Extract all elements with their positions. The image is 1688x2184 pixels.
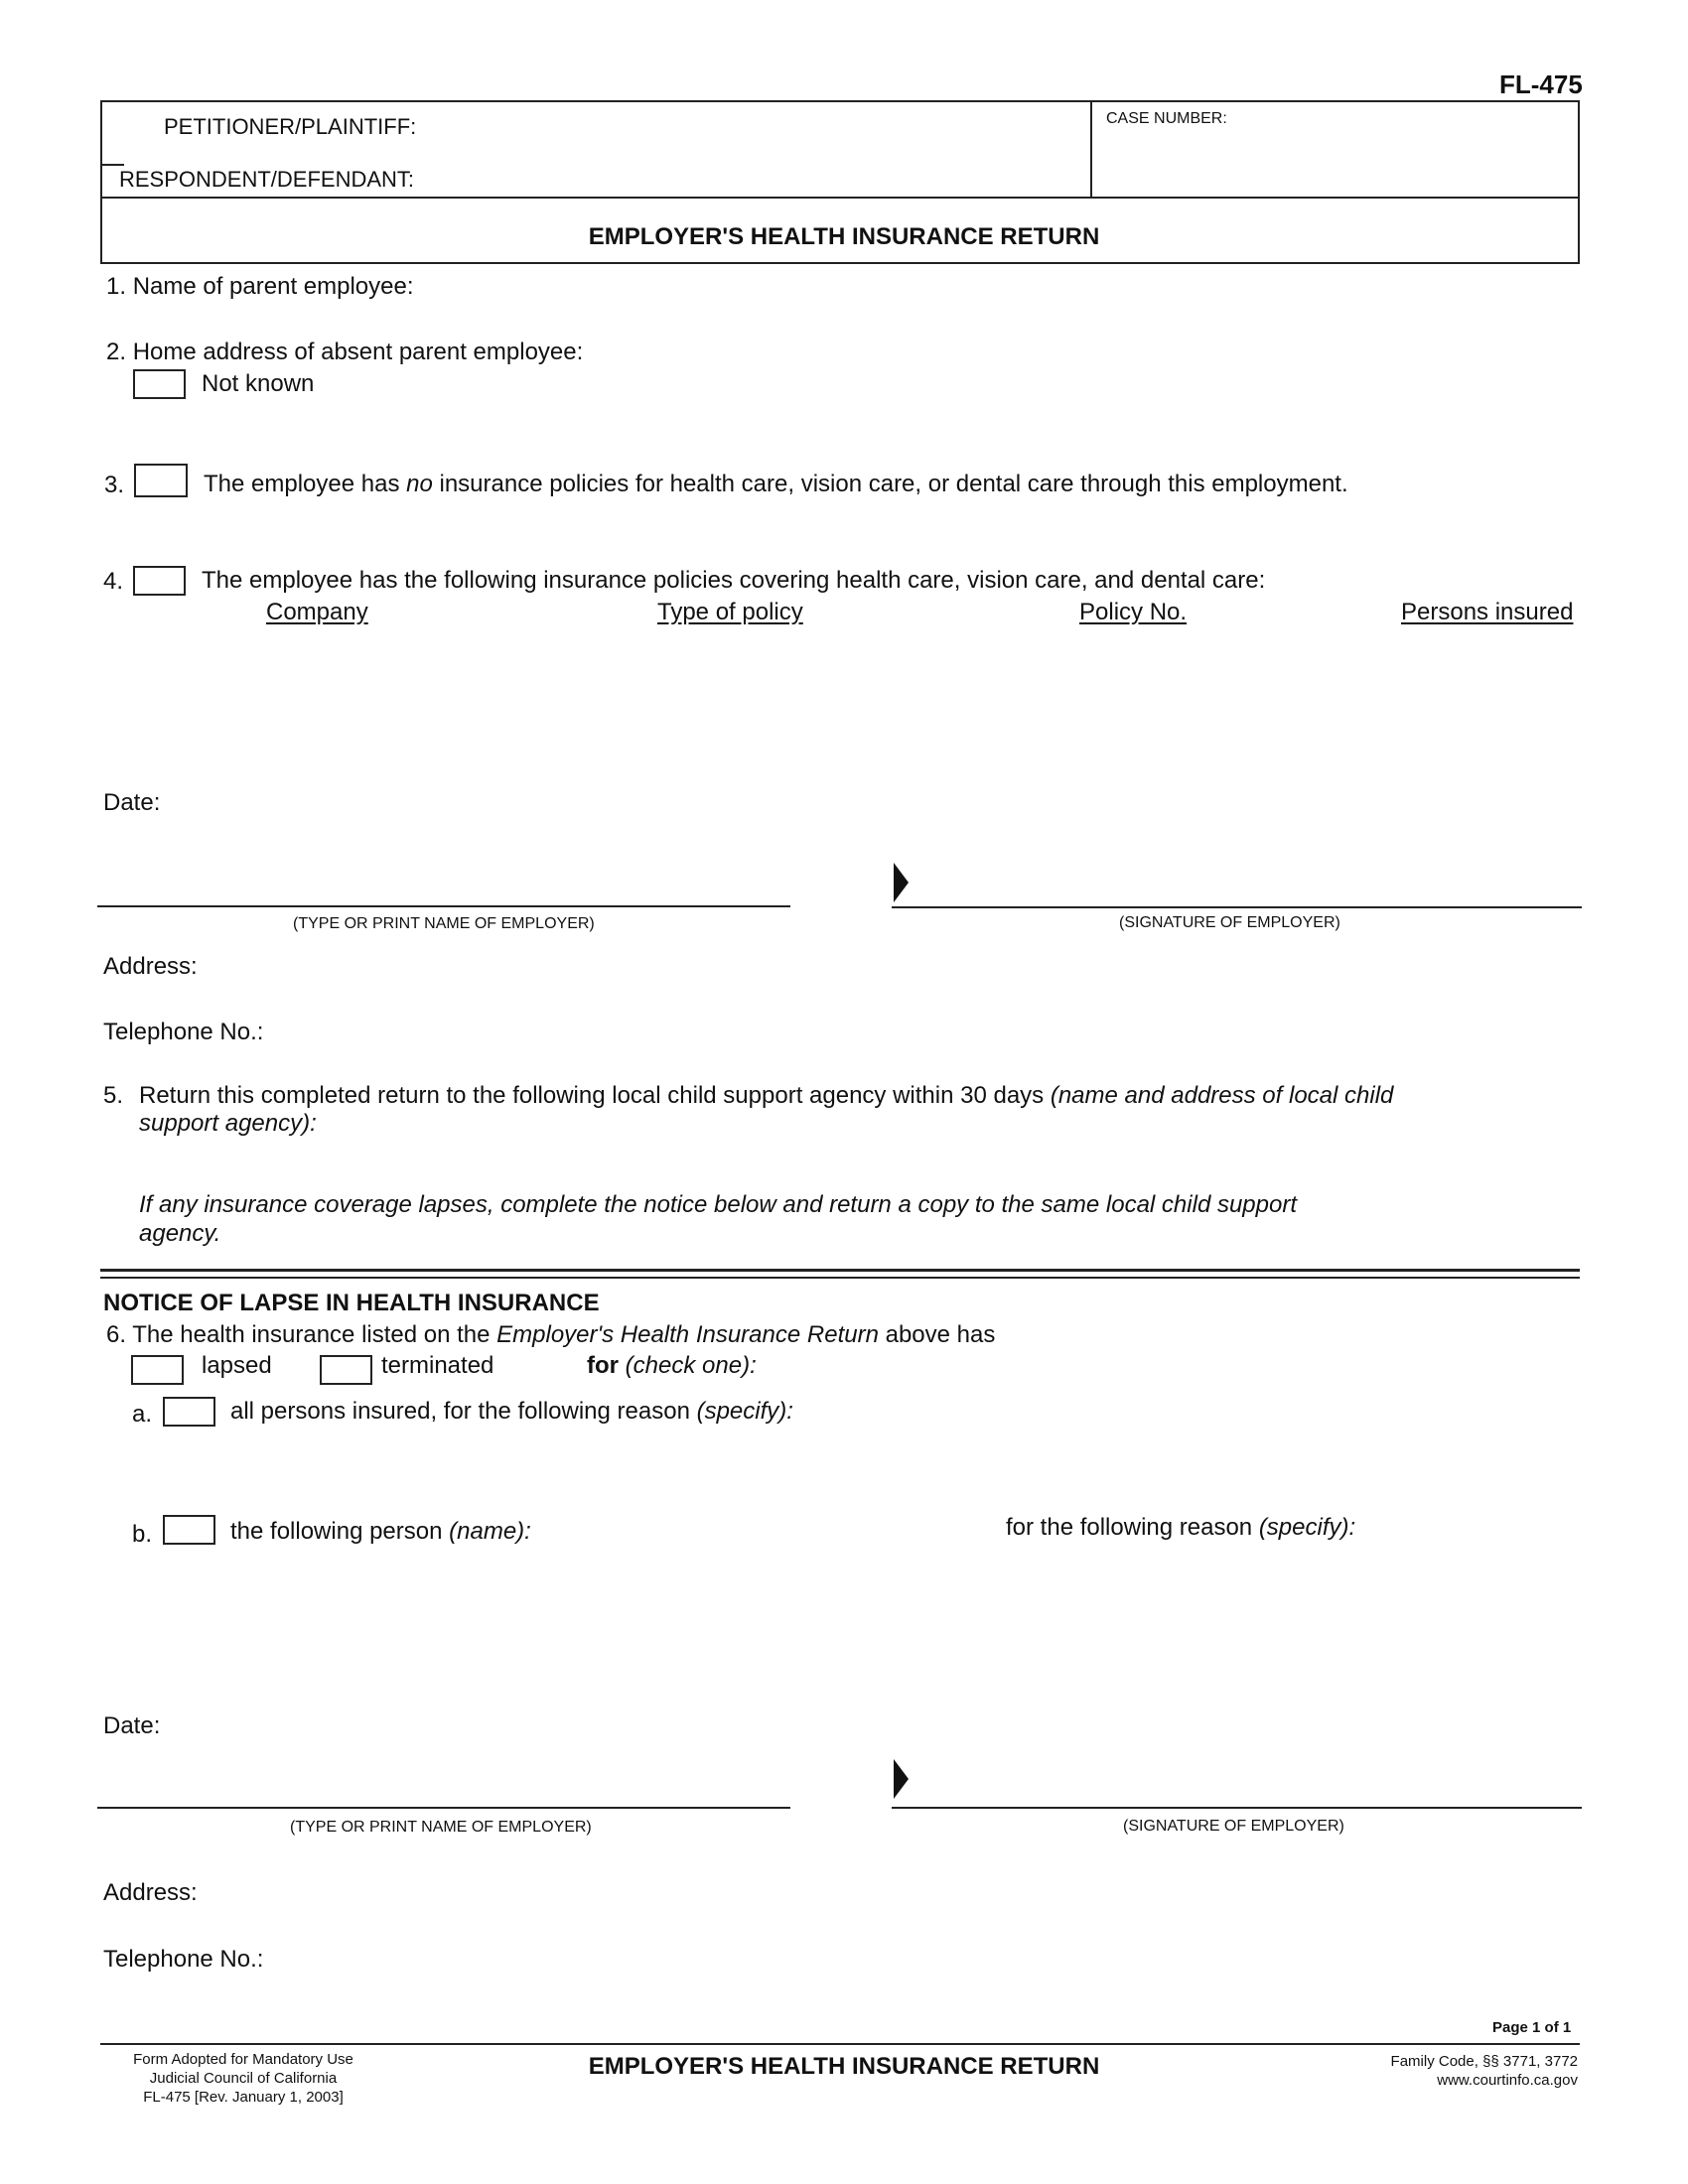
item6b-reason: for the following reason (specify):	[1006, 1514, 1356, 1541]
column-persons-insured: Persons insured	[1401, 599, 1574, 625]
item4-label: The employee has the following insurance policies covering health care, vision care, and dental care:	[202, 567, 1266, 594]
item6a-text: all persons insured, for the following reason (specify):	[230, 1398, 793, 1425]
terminated-checkbox[interactable]	[320, 1355, 372, 1385]
caption-divider	[1090, 100, 1092, 198]
item6b-label: b.	[132, 1521, 153, 1548]
lapsed-checkbox[interactable]	[131, 1355, 184, 1385]
double-rule-bottom	[100, 1277, 1580, 1279]
item5-text-cont: support agency):	[139, 1110, 317, 1137]
caption-separator	[100, 197, 1580, 199]
adopted-line-3: FL-475 [Rev. January 1, 2003]	[143, 2089, 344, 2106]
form-title: EMPLOYER'S HEALTH INSURANCE RETURN	[588, 223, 1100, 250]
lapse-note-2: agency.	[139, 1220, 221, 1247]
item4-num: 4.	[103, 568, 124, 595]
no-insurance-checkbox[interactable]	[134, 464, 188, 497]
address-label-2: Address:	[103, 1879, 198, 1906]
column-company: Company	[266, 599, 368, 625]
item3-text: The employee has no insurance policies for health care, vision care, or dental care through this employment.	[204, 471, 1348, 497]
check-one: for (check one):	[587, 1352, 757, 1379]
employer-name-line-2[interactable]	[97, 1807, 790, 1809]
item6a-label: a.	[132, 1401, 153, 1428]
adopted-line-1: Form Adopted for Mandatory Use	[133, 2051, 353, 2068]
following-person-checkbox[interactable]	[163, 1515, 215, 1545]
item6: 6. The health insurance listed on the Employer's Health Insurance Return above has	[106, 1321, 996, 1348]
adopted-line-2: Judicial Council of California	[149, 2070, 338, 2087]
column-policy-no: Policy No.	[1079, 599, 1188, 625]
all-persons-checkbox[interactable]	[163, 1397, 215, 1427]
not-known-label: Not known	[202, 370, 315, 397]
respondent-label: RESPONDENT/DEFENDANT:	[119, 167, 415, 192]
signature-caption-2: (SIGNATURE OF EMPLOYER)	[1123, 1818, 1344, 1835]
has-insurance-checkbox[interactable]	[133, 566, 186, 596]
family-code: Family Code, §§ 3771, 3772	[1390, 2053, 1578, 2070]
notice-heading: NOTICE OF LAPSE IN HEALTH INSURANCE	[103, 1290, 600, 1316]
double-rule-top	[100, 1269, 1580, 1272]
page-number: Page 1 of 1	[1492, 2019, 1572, 2036]
employer-signature-line-2[interactable]	[892, 1807, 1582, 1809]
terminated-label: terminated	[381, 1352, 494, 1379]
item3-num: 3.	[104, 472, 125, 498]
item1: 1. Name of parent employee:	[106, 273, 414, 300]
not-known-checkbox[interactable]	[133, 369, 186, 399]
lapse-note-1: If any insurance coverage lapses, complete the notice below and return a copy to the same local child support	[139, 1191, 1298, 1218]
item2: 2. Home address of absent parent employee:	[106, 339, 584, 365]
date-label-2: Date:	[103, 1712, 161, 1739]
signature-arrow-icon	[894, 863, 909, 902]
petitioner-label: PETITIONER/PLAINTIFF:	[164, 114, 417, 139]
employer-signature-line-1[interactable]	[892, 906, 1582, 908]
item6b-text: the following person (name):	[230, 1518, 531, 1545]
form-number: FL-475	[1499, 69, 1583, 99]
date-label-1: Date:	[103, 789, 161, 816]
footer-title: EMPLOYER'S HEALTH INSURANCE RETURN	[588, 2053, 1100, 2080]
column-type-of-policy: Type of policy	[657, 599, 803, 625]
signature-arrow-icon	[894, 1759, 909, 1799]
footer-rule	[100, 2043, 1580, 2045]
case-number-label: CASE NUMBER:	[1106, 110, 1227, 127]
telephone-label-2: Telephone No.:	[103, 1946, 264, 1973]
website-link[interactable]: www.courtinfo.ca.gov	[1437, 2072, 1578, 2089]
employer-name-line-1[interactable]	[97, 905, 790, 907]
address-label-1: Address:	[103, 953, 198, 980]
signature-caption-1: (SIGNATURE OF EMPLOYER)	[1119, 914, 1340, 931]
name-caption-1: (TYPE OR PRINT NAME OF EMPLOYER)	[293, 915, 595, 932]
telephone-label-1: Telephone No.:	[103, 1019, 264, 1045]
item5-num: 5.	[103, 1082, 124, 1109]
name-caption-2: (TYPE OR PRINT NAME OF EMPLOYER)	[290, 1819, 592, 1836]
lapsed-label: lapsed	[202, 1352, 272, 1379]
item5-text: Return this completed return to the following local child support agency within 30 days (name and address of local child	[139, 1082, 1394, 1109]
